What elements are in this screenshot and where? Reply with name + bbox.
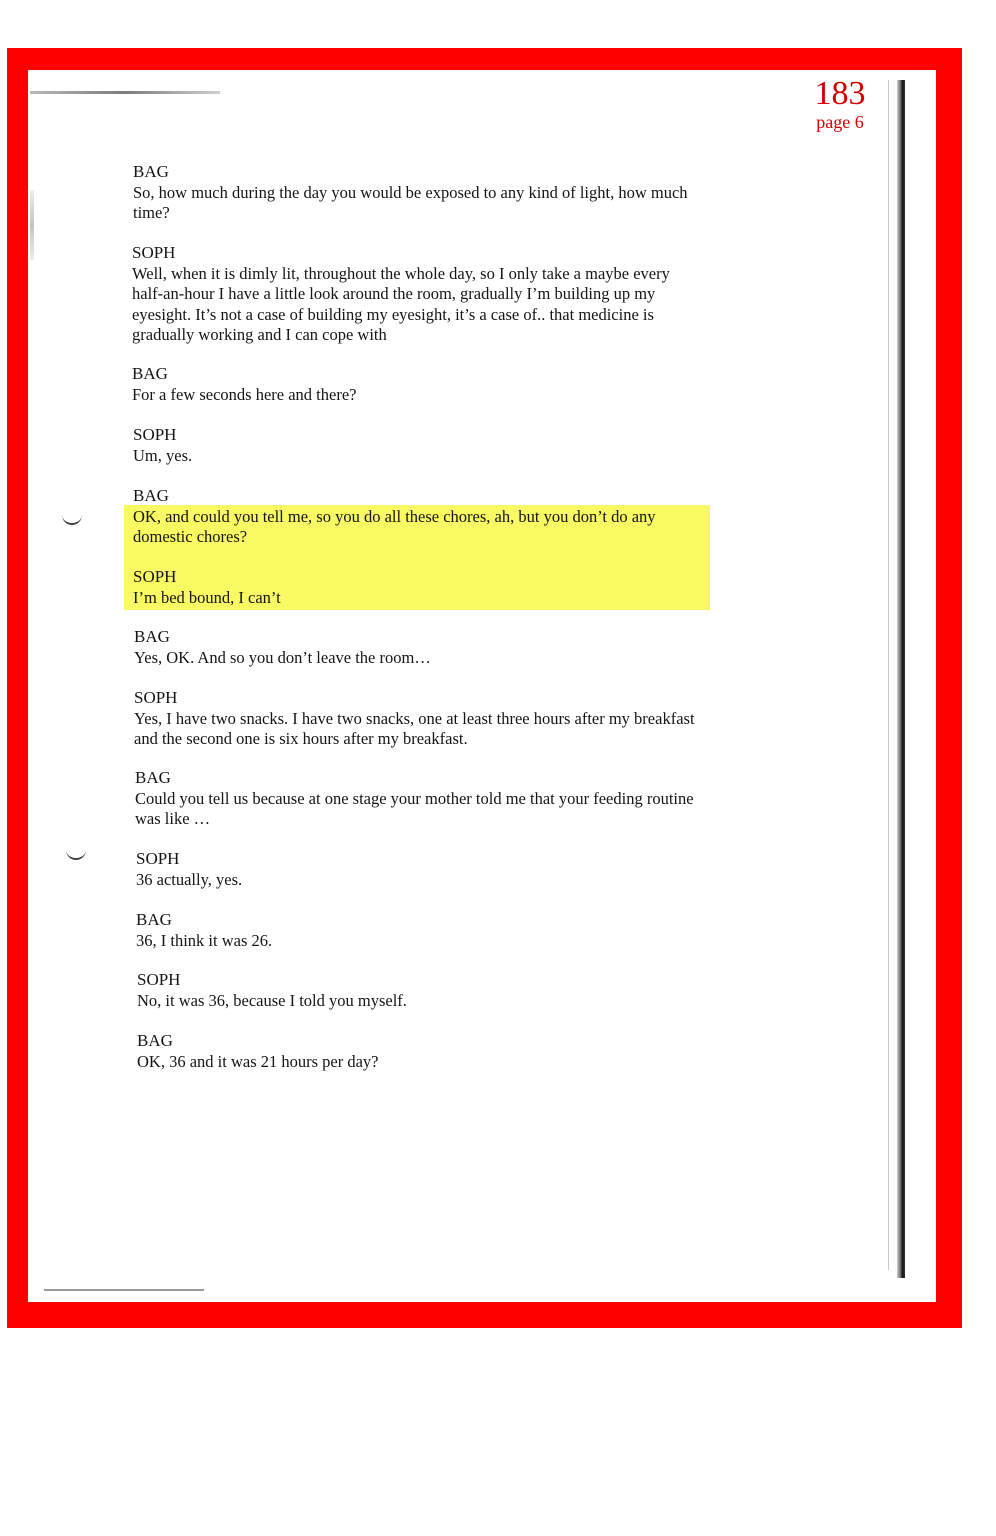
dialogue-block xyxy=(135,768,755,830)
dialogue-block xyxy=(133,567,753,608)
dialogue-line: Yes, I have two snacks. I have two snacks, one at least three hours after my breakfast xyxy=(134,708,695,728)
speaker-label: BAG xyxy=(135,768,171,787)
speaker-label: BAG xyxy=(133,486,169,505)
dialogue-line: time? xyxy=(133,203,170,222)
dialogue-block xyxy=(134,688,754,750)
dialogue-block xyxy=(133,425,753,466)
page-edge-line xyxy=(888,80,889,1270)
speaker-label: BAG xyxy=(132,364,168,383)
dialogue-block xyxy=(132,364,752,405)
dialogue-line: Well, when it is dimly lit, throughout the whole day, so I only take a maybe every xyxy=(132,263,670,283)
speaker-label: SOPH xyxy=(133,567,177,586)
page-label: page 6 xyxy=(816,112,864,132)
dialogue-line: and the second one is six hours after my breakfast. xyxy=(134,729,468,748)
page-edge-shadow xyxy=(897,80,905,1278)
dialogue-line: gradually working and I can cope with xyxy=(132,325,387,344)
dialogue-line: half-an-hour I have a little look around the room, gradually I’m building up my xyxy=(132,284,656,303)
dialogue-block xyxy=(133,486,753,548)
speaker-label: BAG xyxy=(136,910,172,929)
dialogue-line: OK, 36 and it was 21 hours per day? xyxy=(137,1051,379,1071)
speaker-label: BAG xyxy=(137,1031,173,1050)
dialogue-line: Could you tell us because at one stage your mother told me that your feeding routine xyxy=(135,788,694,808)
dialogue-line: So, how much during the day you would be exposed to any kind of light, how much xyxy=(133,182,688,202)
dialogue-line: OK, and could you tell me, so you do all these chores, ah, but you don’t do any xyxy=(133,506,656,526)
speaker-label: SOPH xyxy=(136,849,180,868)
dialogue-line: domestic chores? xyxy=(133,527,248,546)
dialogue-block xyxy=(136,910,756,951)
dialogue-line: Um, yes. xyxy=(133,445,193,465)
dialogue-block xyxy=(134,627,754,668)
dialogue-line: I’m bed bound, I can’t xyxy=(133,587,281,607)
dialogue-line: No, it was 36, because I told you myself. xyxy=(137,990,407,1010)
page-number-stamp: 183 xyxy=(814,75,866,112)
scan-artifact-top xyxy=(30,91,220,94)
speaker-label: BAG xyxy=(134,627,170,646)
dialogue-line: 36, I think it was 26. xyxy=(136,930,273,950)
dialogue-block xyxy=(132,243,752,346)
dialogue-line: For a few seconds here and there? xyxy=(132,384,357,404)
speaker-label: SOPH xyxy=(132,243,176,262)
speaker-label: SOPH xyxy=(134,688,178,707)
scan-artifact-bottom xyxy=(44,1289,204,1291)
dialogue-block xyxy=(133,162,753,224)
dialogue-block xyxy=(137,1031,757,1072)
speaker-label: SOPH xyxy=(133,425,177,444)
speaker-label: BAG xyxy=(133,162,169,181)
dialogue-block xyxy=(136,849,756,890)
scan-smudge xyxy=(30,190,34,260)
dialogue-block xyxy=(137,970,757,1011)
dialogue-line: Yes, OK. And so you don’t leave the room… xyxy=(134,647,431,667)
dialogue-line: 36 actually, yes. xyxy=(136,869,243,889)
speaker-label: SOPH xyxy=(137,970,181,989)
dialogue-line: was like … xyxy=(135,809,211,828)
dialogue-line: eyesight. It’s not a case of building my eyesight, it’s a case of.. that medicine is xyxy=(132,304,654,324)
